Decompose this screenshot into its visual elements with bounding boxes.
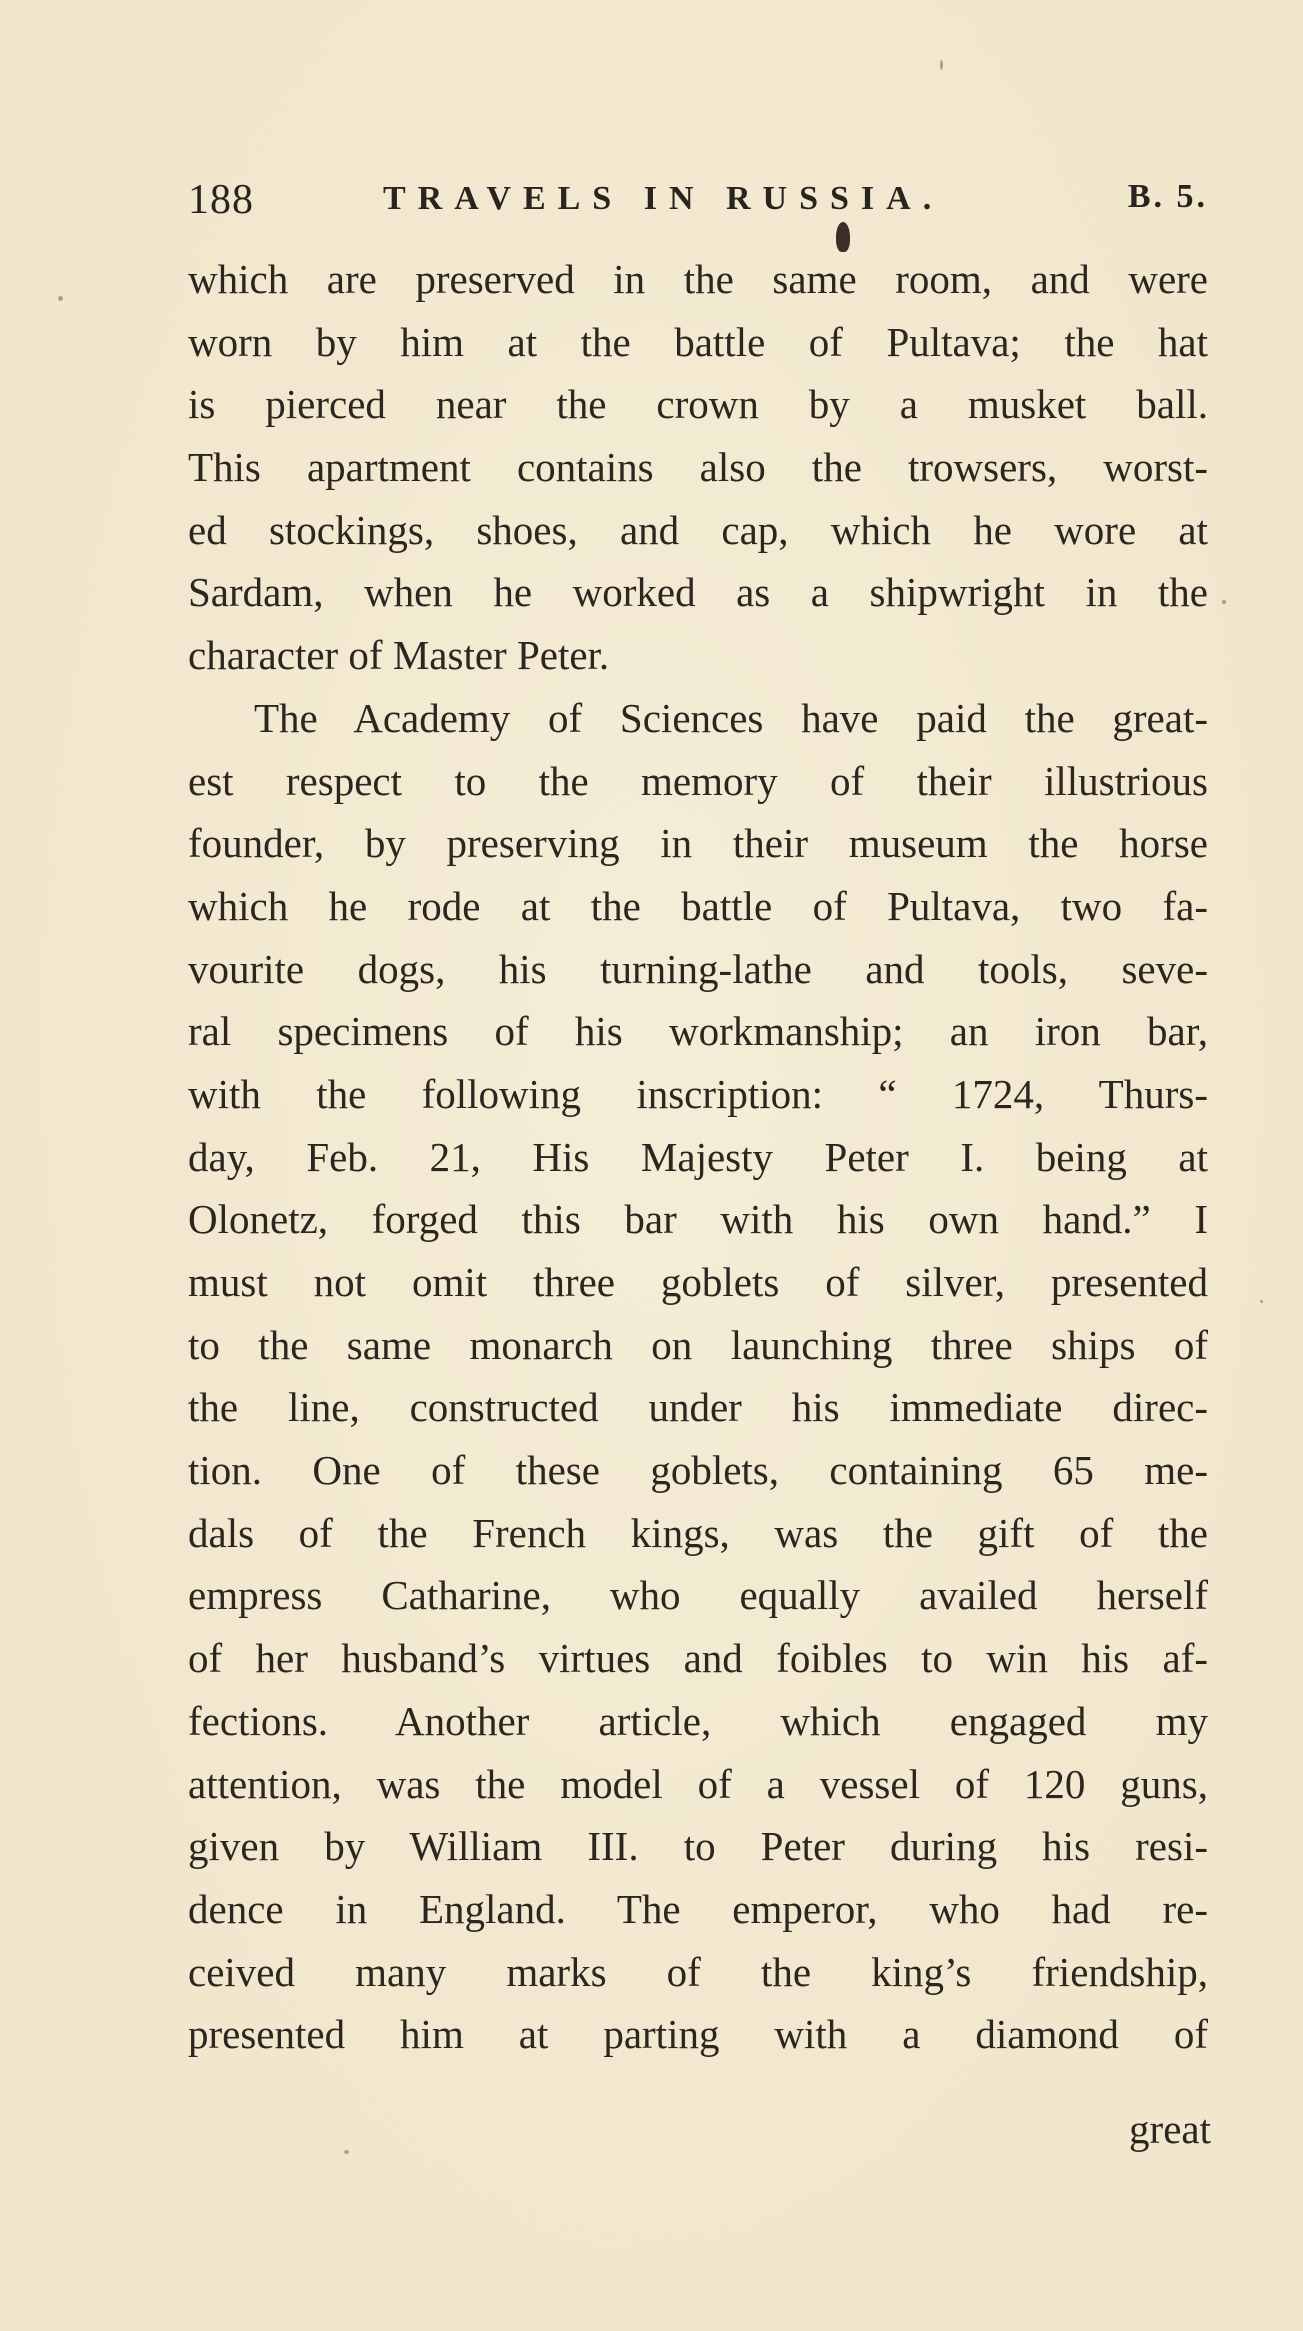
- text-line: fections. Another article, which engaged my: [188, 1697, 1208, 1744]
- text-line: ral specimens of his workmanship; an iron bar,: [188, 1008, 1208, 1055]
- text-line: the line, constructed under his immediate direc-: [188, 1384, 1208, 1431]
- text-line: presented him at parting with a diamond of: [188, 2011, 1208, 2058]
- text-line: vourite dogs, his turning-lathe and tools, seve-: [188, 945, 1208, 992]
- text-line: worn by him at the battle of Pultava; the hat: [188, 318, 1208, 365]
- text-line: dals of the French kings, was the gift of the: [188, 1509, 1208, 1556]
- text-line: day, Feb. 21, His Majesty Peter I. being at: [188, 1133, 1208, 1180]
- text-line: tion. One of these goblets, containing 65 me-: [188, 1447, 1208, 1494]
- text-line: must not omit three goblets of silver, presented: [188, 1259, 1208, 1305]
- text-line: which are preserved in the same room, and were: [188, 256, 1208, 302]
- text-line: with the following inscription: “ 1724, Thurs-: [188, 1070, 1208, 1117]
- text-line: dence in England. The emperor, who had re-: [188, 1885, 1208, 1932]
- text-line: given by William III. to Peter during his resi-: [188, 1823, 1208, 1870]
- text-line: ceived many marks of the king’s friendship,: [188, 1948, 1208, 1995]
- page-number: 188: [188, 177, 254, 223]
- text-line: empress Catharine, who equally availed herself: [188, 1572, 1208, 1619]
- text-line: Sardam, when he worked as a shipwright in the: [188, 569, 1208, 616]
- body-text: [188, 248, 1208, 2066]
- page-header: [188, 170, 1208, 230]
- text-line: This apartment contains also the trowsers, worst-: [188, 444, 1208, 491]
- text-line: ed stockings, shoes, and cap, which he wore at: [188, 506, 1208, 553]
- running-title: TRAVELS IN RUSSIA.: [383, 180, 944, 217]
- text-line: character of Master Peter.: [188, 632, 610, 679]
- catchword: great: [1129, 2106, 1211, 2152]
- text-line: attention, was the model of a vessel of 120 guns,: [188, 1760, 1208, 1807]
- text-line: which he rode at the battle of Pultava, two fa-: [188, 882, 1208, 929]
- text-line: founder, by preserving in their museum the horse: [188, 820, 1208, 867]
- text-line: to the same monarch on launching three ships of: [188, 1321, 1208, 1368]
- text-line: Olonetz, forged this bar with his own hand.” I: [188, 1196, 1208, 1243]
- paragraph-start-line: The Academy of Sciences have paid the great-: [254, 694, 1208, 741]
- book-reference: B. 5.: [1127, 178, 1208, 215]
- text-line: is pierced near the crown by a musket ball.: [188, 381, 1208, 428]
- text-line: of her husband’s virtues and foibles to win his af-: [188, 1635, 1208, 1682]
- text-line: est respect to the memory of their illustrious: [188, 757, 1208, 804]
